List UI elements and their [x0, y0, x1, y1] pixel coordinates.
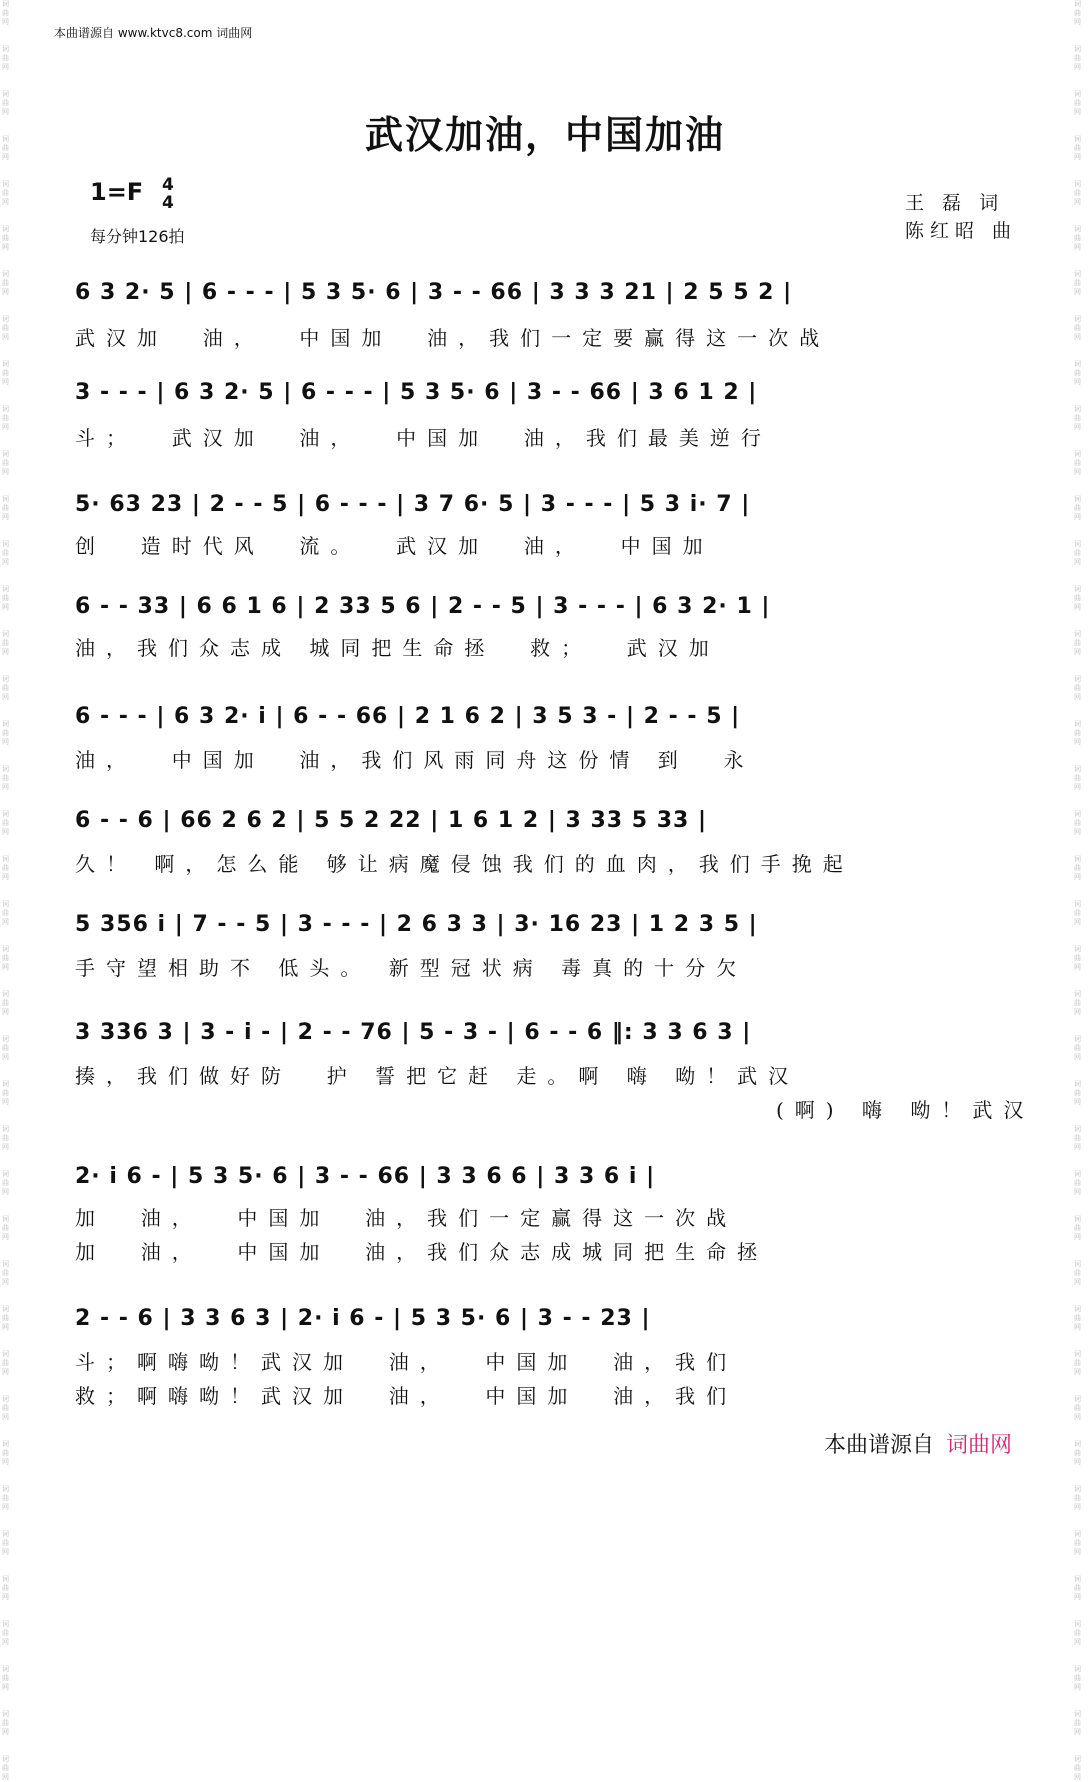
lyrics-line-9: 加 油， 中国加 油，我们一定赢得这一次战: [75, 1206, 738, 1230]
lyrics-line-4: 油，我们众志成 城同把生命拯 救； 武汉加: [75, 636, 720, 660]
lyrics-line-10-verse-2: 救；啊嗨呦！武汉加 油， 中国加 油，我们: [75, 1384, 738, 1408]
watermark-strip-right: 词 曲 网 词 曲 网 词 曲 网 词 曲 网 词 曲 网 词 曲 网 词 曲 网 词 曲 网 词 曲 网 词 曲 网 词 曲 网 词 曲 网 词 曲 网 词 曲 网 词 曲 网 词 曲 网 词 曲 网 词 曲 网 词 曲 网 词 曲 网 词 曲 网 词 曲 网 词 曲 网 词 曲 网 词 曲 网 词 曲 网 词 曲 网 词 曲 网 词 曲 网 词 曲 网 词 曲 网 词 曲 网 词 曲 网 词 曲 网 词 曲 网 词 曲 网 词 曲 网 词 曲 网 词 曲 网 词 曲 网: [1074, 0, 1081, 1781]
notes-line-1: 6 3 2· 5 | 6 - - - | 5 3 5· 6 | 3 - - 66 | 3 3 3 21 | 2 5 5 2 |: [75, 280, 793, 305]
notes-line-3: 5· 63 23 | 2 - - 5 | 6 - - - | 3 7 6· 5 | 3 - - - | 5 3 i· 7 |: [75, 492, 751, 517]
footer-source-label: 本曲谱源自: [824, 1433, 935, 1458]
key-signature: 1=F: [90, 178, 144, 206]
source-note: 本曲谱源自 www.ktvc8.com 词曲网: [54, 26, 253, 40]
notes-line-2: 3 - - - | 6 3 2· 5 | 6 - - - | 5 3 5· 6 | 3 - - 66 | 3 6 1 2 |: [75, 380, 758, 405]
lyricist-credit: 王 磊 词: [905, 192, 1005, 214]
lyrics-line-8: 揍，我们做好防 护 誓把它赶 走。啊 嗨 呦！武汉: [75, 1064, 800, 1088]
footer-source: [824, 1428, 1012, 1459]
lyrics-line-1: 武汉加 油， 中国加 油，我们一定要赢得这一次战: [75, 326, 831, 350]
song-title: 武汉加油，中国加油: [364, 113, 725, 157]
notes-line-7: 5 356 i | 7 - - 5 | 3 - - - | 2 6 3 3 | 3· 16 23 | 1 2 3 5 |: [75, 912, 758, 937]
time-signature: [162, 176, 174, 212]
composer-credit: 陈红昭 曲: [905, 220, 1018, 242]
lyrics-line-7: 手守望相助不 低头。 新型冠状病 毒真的十分欠: [75, 956, 748, 980]
watermark-strip-left: 词 曲 网 词 曲 网 词 曲 网 词 曲 网 词 曲 网 词 曲 网 词 曲 网 词 曲 网 词 曲 网 词 曲 网 词 曲 网 词 曲 网 词 曲 网 词 曲 网 词 曲 网 词 曲 网 词 曲 网 词 曲 网 词 曲 网 词 曲 网 词 曲 网 词 曲 网 词 曲 网 词 曲 网 词 曲 网 词 曲 网 词 曲 网 词 曲 网 词 曲 网 词 曲 网 词 曲 网 词 曲 网 词 曲 网 词 曲 网 词 曲 网 词 曲 网 词 曲 网 词 曲 网 词 曲 网 词 曲 网: [2, 0, 9, 1781]
notes-line-9: 2· i 6 - | 5 3 5· 6 | 3 - - 66 | 3 3 6 6 | 3 3 6 i |: [75, 1164, 656, 1189]
time-signature-bottom: 4: [162, 193, 174, 213]
lyrics-line-8-verse-2: (啊) 嗨 呦！武汉: [776, 1098, 1035, 1122]
tempo-marking: 每分钟126拍: [90, 227, 185, 246]
time-signature-top: 4: [162, 175, 174, 195]
notes-line-5: 6 - - - | 6 3 2· i | 6 - - 66 | 2 1 6 2 | 3 5 3 - | 2 - - 5 |: [75, 704, 741, 729]
lyrics-line-6: 久！ 啊，怎么能 够让病魔侵蚀我们的血肉，我们手挽起: [75, 852, 854, 876]
notes-line-10: 2 - - 6 | 3 3 6 3 | 2· i 6 - | 5 3 5· 6 | 3 - - 23 |: [75, 1306, 651, 1331]
footer-brand-link[interactable]: 词曲网: [946, 1433, 1013, 1458]
notes-line-8: 3 336 3 | 3 - i - | 2 - - 76 | 5 - 3 - | 6 - - 6 ‖: 3 3 6 3 |: [75, 1020, 752, 1045]
lyrics-line-9-verse-2: 加 油， 中国加 油，我们众志成城同把生命拯: [75, 1240, 769, 1264]
lyrics-line-2: 斗； 武汉加 油， 中国加 油，我们最美逆行: [75, 426, 772, 450]
notes-line-6: 6 - - 6 | 66 2 6 2 | 5 5 2 22 | 1 6 1 2 | 3 33 5 33 |: [75, 808, 708, 833]
notes-line-4: 6 - - 33 | 6 6 1 6 | 2 33 5 6 | 2 - - 5 | 3 - - - | 6 3 2· 1 |: [75, 594, 771, 619]
lyrics-line-5: 油， 中国加 油，我们风雨同舟这份情 到 永: [75, 748, 755, 772]
lyrics-line-3: 创 造时代风 流。 武汉加 油， 中国加: [75, 534, 714, 558]
lyrics-line-10: 斗；啊嗨呦！武汉加 油， 中国加 油，我们: [75, 1350, 738, 1374]
